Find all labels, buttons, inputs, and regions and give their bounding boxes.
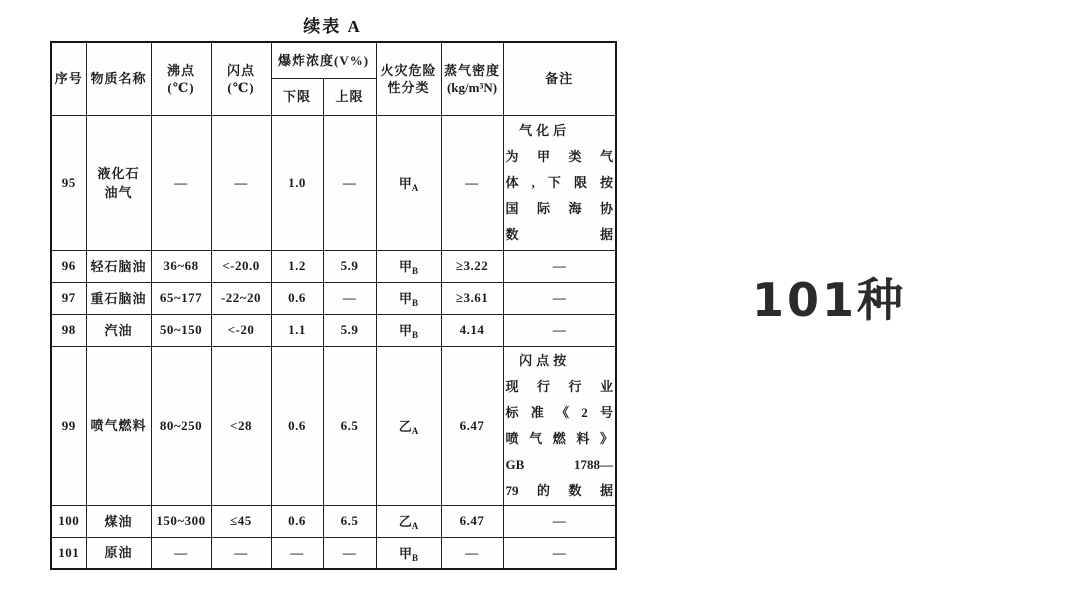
cell-name	[86, 115, 151, 250]
cell-flash: —	[211, 537, 271, 569]
table-body	[51, 115, 616, 569]
cell-flash: ≤45	[211, 505, 271, 537]
cell-remark: —	[503, 250, 616, 282]
substances-table	[50, 41, 617, 570]
col-header-fire-line2: 性分类	[387, 79, 430, 95]
fire-class-subscript: B	[412, 298, 419, 308]
cell-no: 101	[51, 537, 86, 569]
remark-line: 闪点按	[519, 352, 571, 368]
cell-flash: <-20	[211, 314, 271, 346]
cell-boiling: 50~150	[151, 314, 211, 346]
table-title: 续表 A	[303, 17, 362, 36]
cell-upper-limit: —	[323, 537, 376, 569]
fire-class-main: 甲	[399, 291, 413, 306]
table-row	[51, 314, 616, 346]
remark-line: 气化后	[519, 122, 571, 138]
cell-no: 100	[51, 505, 86, 537]
cell-name-line: 液化石	[97, 165, 140, 181]
cell-lower-limit: 1.2	[271, 250, 323, 282]
cell-name	[86, 505, 151, 537]
cell-name	[86, 250, 151, 282]
cell-flash: <28	[211, 346, 271, 505]
fire-class-main: 乙	[398, 514, 412, 529]
fire-class-subscript: A	[411, 182, 419, 193]
cell-density: 6.47	[441, 505, 503, 537]
cell-density: ≥3.22	[441, 250, 503, 282]
col-header-boiling	[151, 42, 211, 115]
cell-boiling: 65~177	[151, 282, 211, 314]
cell-fire-class	[376, 250, 441, 282]
cell-upper-limit: —	[323, 282, 376, 314]
cell-upper-limit: 5.9	[323, 250, 376, 282]
table-row	[51, 250, 616, 282]
fire-class-subscript: B	[412, 330, 419, 340]
cell-lower-limit: 1.1	[271, 314, 323, 346]
cell-name-line: 原油	[104, 545, 133, 561]
cell-no: 98	[51, 314, 86, 346]
cell-name	[86, 346, 151, 505]
cell-fire-class	[376, 115, 441, 250]
cell-remark	[503, 115, 616, 250]
table-header	[51, 42, 616, 115]
col-header-boiling-line1: 沸点	[166, 62, 195, 78]
cell-flash: <-20.0	[211, 250, 271, 282]
remark-line: 体,下限按	[505, 174, 614, 190]
remark-line: 数据	[505, 226, 614, 242]
cell-name-line: 煤油	[104, 513, 133, 529]
remark-line: 国际海协	[505, 200, 614, 216]
col-header-remark: 备注	[503, 42, 616, 115]
cell-remark: —	[503, 505, 616, 537]
remark-line: 喷气燃料》	[505, 430, 614, 446]
col-header-density-line2: (kg/m³N)	[446, 79, 498, 95]
col-header-boiling-line2: (℃)	[167, 79, 195, 95]
cell-no: 95	[51, 115, 86, 250]
fire-class-main: 甲	[398, 175, 412, 191]
cell-flash: -22~20	[211, 282, 271, 314]
count-label: 101种	[752, 273, 907, 327]
col-header-flash-line1: 闪点	[226, 62, 255, 78]
fire-class-main: 甲	[399, 545, 413, 561]
cell-lower-limit: 0.6	[271, 282, 323, 314]
col-header-explosion: 爆炸浓度(V%)	[271, 42, 376, 78]
col-header-fire-class	[376, 42, 441, 115]
fire-class-subscript: A	[411, 521, 419, 531]
cell-name	[86, 314, 151, 346]
col-header-fire-line1: 火灾危险	[380, 62, 437, 78]
cell-no: 97	[51, 282, 86, 314]
cell-name-line: 油气	[104, 184, 133, 200]
table-row	[51, 115, 616, 250]
cell-boiling: —	[151, 537, 211, 569]
cell-lower-limit: 1.0	[271, 115, 323, 250]
cell-fire-class	[376, 346, 441, 505]
table-row	[51, 346, 616, 505]
cell-fire-class	[376, 537, 441, 569]
cell-fire-class	[376, 282, 441, 314]
cell-boiling: —	[151, 115, 211, 250]
col-header-upper-limit: 上限	[323, 78, 376, 115]
col-header-no: 序号	[51, 42, 86, 115]
fire-class-subscript: B	[412, 266, 419, 276]
col-header-density	[441, 42, 503, 115]
fire-class-main: 甲	[399, 259, 413, 274]
cell-boiling: 80~250	[151, 346, 211, 505]
cell-remark	[503, 346, 616, 505]
cell-no: 99	[51, 346, 86, 505]
cell-lower-limit: 0.6	[271, 346, 323, 505]
cell-flash: —	[211, 115, 271, 250]
table-row	[51, 282, 616, 314]
cell-name-line: 汽油	[104, 322, 133, 338]
col-header-name: 物质名称	[86, 42, 151, 115]
cell-upper-limit: 5.9	[323, 314, 376, 346]
cell-name	[86, 282, 151, 314]
remark-line: GB 1788—	[505, 456, 614, 472]
cell-remark: —	[503, 537, 616, 569]
cell-density: 4.14	[441, 314, 503, 346]
cell-name-line: 轻石脑油	[90, 258, 147, 274]
table-row	[51, 505, 616, 537]
col-header-flash	[211, 42, 271, 115]
cell-lower-limit: —	[271, 537, 323, 569]
col-header-density-line1: 蒸气密度	[444, 62, 501, 78]
cell-upper-limit: 6.5	[323, 505, 376, 537]
remark-line: 为甲类气	[505, 148, 614, 164]
cell-boiling: 36~68	[151, 250, 211, 282]
cell-density: —	[441, 115, 503, 250]
cell-upper-limit: 6.5	[323, 346, 376, 505]
cell-remark: —	[503, 314, 616, 346]
cell-name	[86, 537, 151, 569]
cell-boiling: 150~300	[151, 505, 211, 537]
cell-density: —	[441, 537, 503, 569]
table-row	[51, 537, 616, 569]
fire-class-main: 乙	[398, 418, 412, 434]
fire-class-main: 甲	[399, 323, 413, 338]
remark-line: 标准《2号	[505, 404, 614, 420]
cell-remark: —	[503, 282, 616, 314]
header-row-1	[51, 42, 616, 78]
remark-line: 现行行业	[505, 378, 614, 394]
col-header-flash-line2: (℃)	[227, 79, 255, 95]
cell-fire-class	[376, 314, 441, 346]
remark-line: 79的数据	[505, 482, 614, 498]
cell-upper-limit: —	[323, 115, 376, 250]
cell-density: ≥3.61	[441, 282, 503, 314]
cell-no: 96	[51, 250, 86, 282]
col-header-lower-limit: 下限	[271, 78, 323, 115]
cell-fire-class	[376, 505, 441, 537]
cell-density: 6.47	[441, 346, 503, 505]
fire-class-subscript: A	[411, 425, 419, 436]
cell-name-line: 喷气燃料	[90, 418, 147, 433]
cell-name-line: 重石脑油	[90, 290, 147, 306]
cell-lower-limit: 0.6	[271, 505, 323, 537]
fire-class-subscript: B	[412, 552, 419, 563]
